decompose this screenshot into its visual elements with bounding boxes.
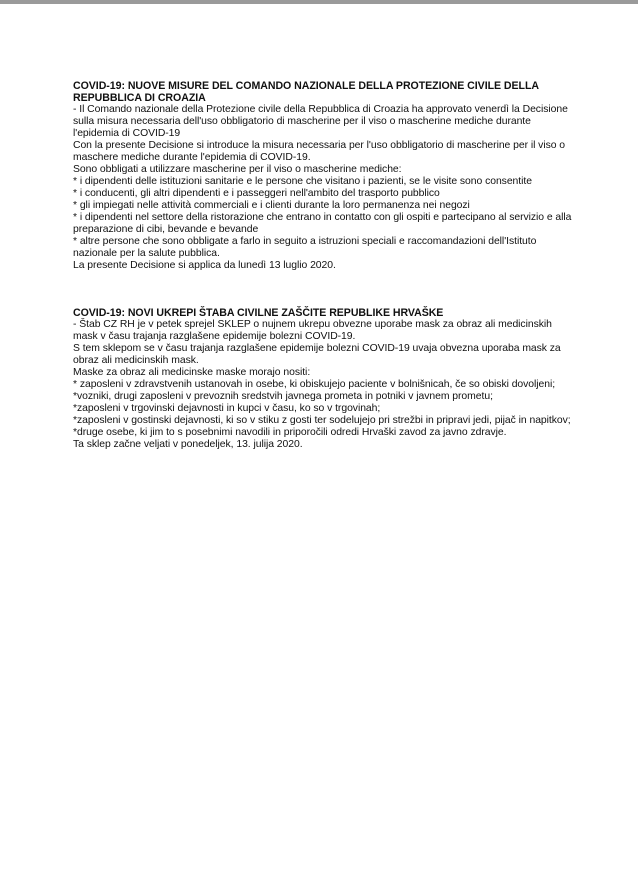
section-slovenian <box>73 307 573 451</box>
paragraph-line: Sono obbligati a utilizzare mascherine per il viso o mascherine mediche: <box>73 164 402 176</box>
section-italian <box>73 80 573 272</box>
paragraph-line: Maske za obraz ali medicinske maske morajo nositi: <box>73 367 311 379</box>
list-item: * i dipendenti nel settore della ristorazione che entrano in contatto con gli ospiti e partecipano al servizio e alla preparazione di cibi, bevande e bevande <box>73 212 572 236</box>
paragraph-line: La presente Decisione si applica da lunedì 13 luglio 2020. <box>73 260 336 272</box>
paragraph-line: S tem sklepom se v času trajanja razglašene epidemije bolezni COVID-19 uvaja obvezna uporaba mask za obraz ali medicinskih mask. <box>73 343 561 367</box>
list-item: *druge osebe, ki jim to s posebnimi navodili in priporočili odredi Hrvaški zavod za javno zdravje. <box>73 427 507 439</box>
list-item: *vozniki, drugi zaposleni v prevoznih sredstvih javnega prometa in potniki v javnem prometu; <box>73 391 493 403</box>
list-item: * altre persone che sono obbligate a farlo in seguito a istruzioni speciali e raccomandazioni dell'Istituto nazionale per la salute pubblica. <box>73 236 537 260</box>
top-border <box>0 0 638 4</box>
paragraph-line: - Štab CZ RH je v petek sprejel SKLEP o nujnem ukrepu obvezne uporabe mask za obraz ali medicinskih mask v času trajanja razglašene epidemije bolezni COVID-19. <box>73 319 552 343</box>
list-item: * gli impiegati nelle attività commerciali e i clienti durante la loro permanenza nei negozi <box>73 200 470 212</box>
paragraph-line: Con la presente Decisione si introduce la misura necessaria per l'uso obbligatorio di mascherine per il viso o maschere mediche durante l'epidemia di COVID-19. <box>73 140 566 164</box>
section-title: COVID-19: NOVI UKREPI ŠTABA CIVILNE ZAŠČITE REPUBLIKE HRVAŠKE <box>73 307 444 319</box>
list-item: * zaposleni v zdravstvenih ustanovah in osebe, ki obiskujejo paciente v bolnišnicah, če so obiski dovoljeni; <box>73 379 556 391</box>
paragraph-line: - Il Comando nazionale della Protezione civile della Repubblica di Croazia ha approvato venerdì la Decisione sulla misura necessaria dell'uso obbligatorio di mascherine per il viso o mascherine mediche durante l'epidemia di COVID-19 <box>73 104 568 140</box>
list-item: *zaposleni v gostinski dejavnosti, ki so v stiku z gosti ter sodelujejo pri strežbi in pripravi jedi, pijač in napitkov; <box>73 415 571 427</box>
list-item: * i conducenti, gli altri dipendenti e i passeggeri nell'ambito del trasporto pubblico <box>73 188 440 200</box>
section-title: COVID-19: NUOVE MISURE DEL COMANDO NAZIONALE DELLA PROTEZIONE CIVILE DELLA REPUBBLICA DI CROAZIA <box>73 80 539 105</box>
list-item: *zaposleni v trgovinski dejavnosti in kupci v času, ko so v trgovinah; <box>73 403 381 415</box>
paragraph-line: Ta sklep začne veljati v ponedeljek, 13. julija 2020. <box>73 439 303 451</box>
list-item: * i dipendenti delle istituzioni sanitarie e le persone che visitano i pazienti, se le visite sono consentite <box>73 176 532 188</box>
